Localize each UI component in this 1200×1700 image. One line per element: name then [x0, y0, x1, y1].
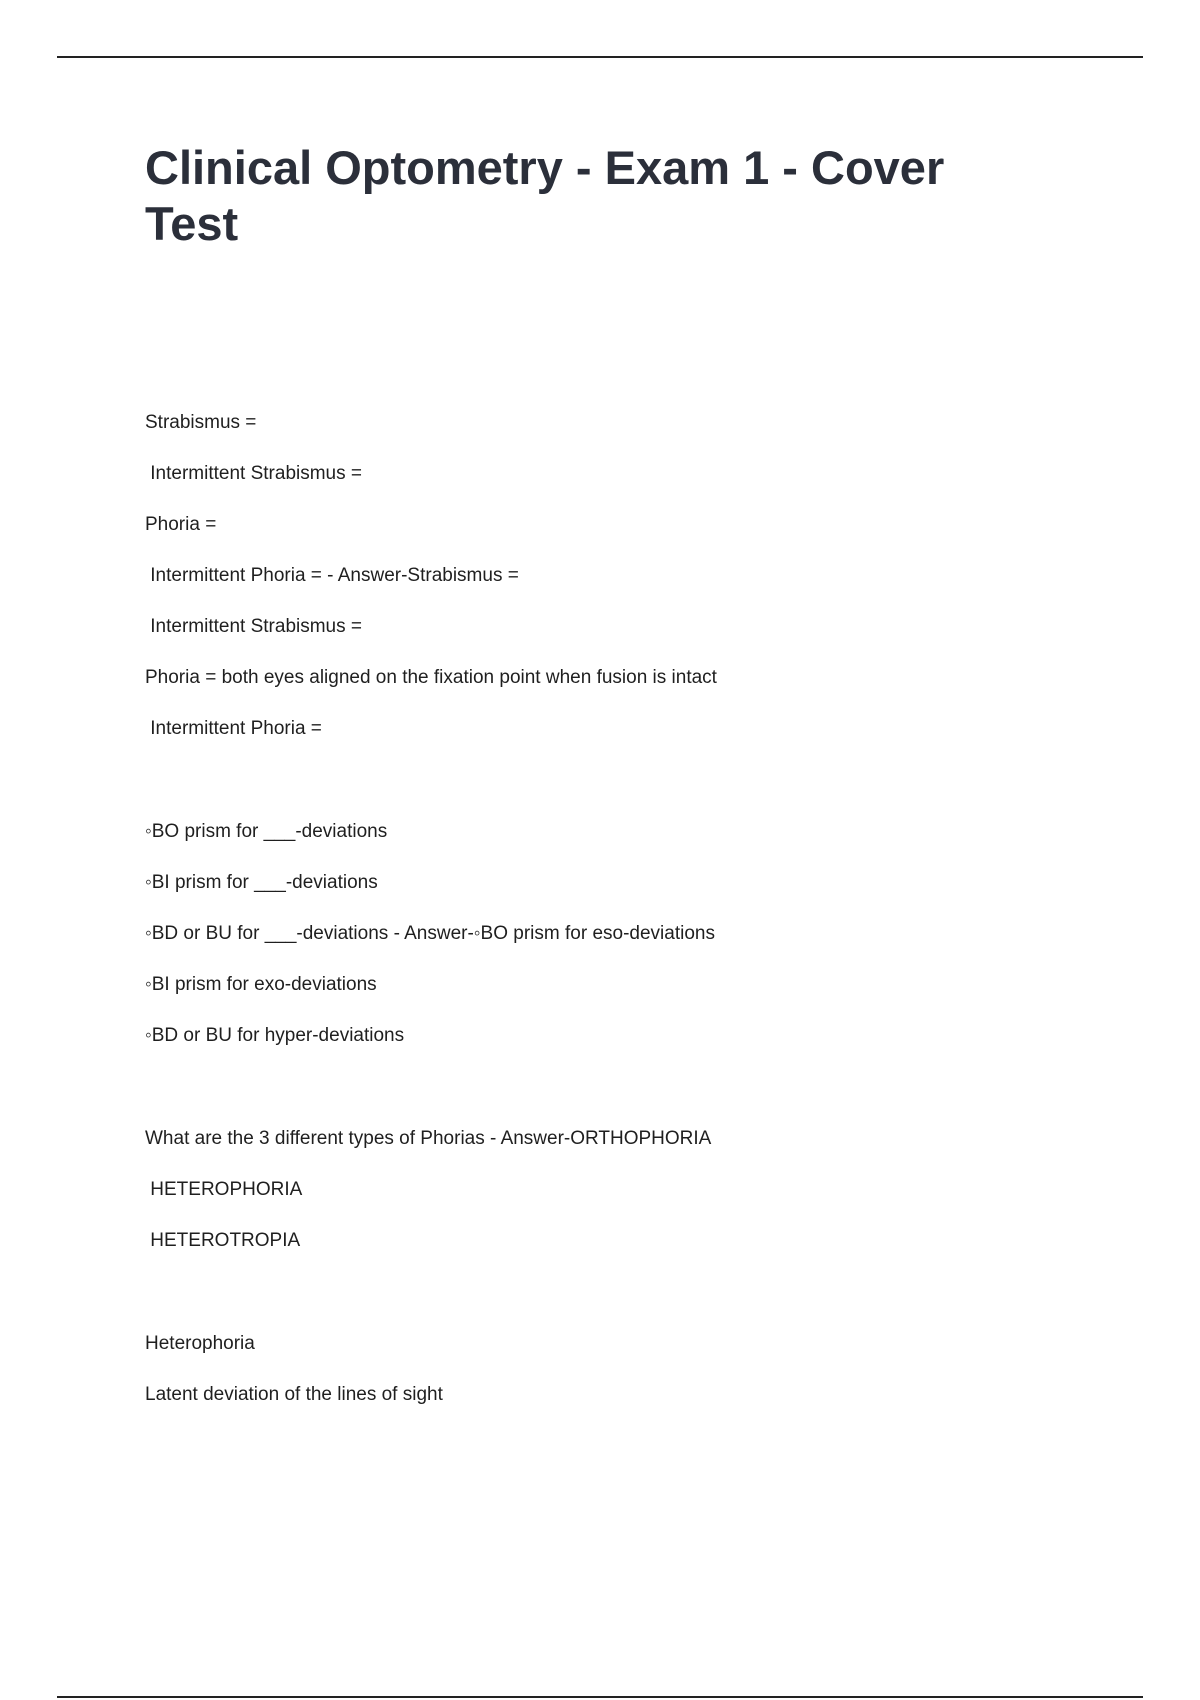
qa-block-3 — [145, 1113, 1045, 1266]
top-rule — [57, 56, 1143, 58]
text-line: ◦BO prism for ___-deviations — [145, 821, 388, 842]
block-spacer — [145, 754, 1045, 806]
text-line: ◦BI prism for ___-deviations — [145, 872, 378, 893]
text-line: ◦BD or BU for ___-deviations - Answer-◦BO prism for eso-deviations — [145, 923, 715, 944]
text-line: What are the 3 different types of Phorias - Answer-ORTHOPHORIA — [145, 1128, 712, 1149]
text-line: ◦BI prism for exo-deviations — [145, 974, 377, 995]
bottom-rule — [57, 1696, 1143, 1698]
block-spacer — [145, 1061, 1045, 1113]
document-title: Clinical Optometry - Exam 1 - Cover Test — [145, 141, 945, 250]
text-line: Strabismus = — [145, 412, 257, 433]
qa-block-4 — [145, 1318, 1045, 1420]
text-line: Latent deviation of the lines of sight — [145, 1384, 443, 1405]
text-line: Intermittent Phoria = - Answer-Strabismus = — [145, 565, 519, 586]
document-body — [145, 140, 1045, 1420]
qa-block-2 — [145, 806, 1045, 1061]
text-line: Intermittent Phoria = — [145, 718, 322, 739]
text-line: HETEROTROPIA — [145, 1230, 301, 1251]
text-line: HETEROPHORIA — [145, 1179, 303, 1200]
text-line: Intermittent Strabismus = — [145, 616, 362, 637]
block-spacer — [145, 1266, 1045, 1318]
text-line: ◦BD or BU for hyper-deviations — [145, 1025, 405, 1046]
text-line: Phoria = — [145, 514, 217, 535]
text-line: Heterophoria — [145, 1333, 255, 1354]
text-line: Phoria = both eyes aligned on the fixation point when fusion is intact — [145, 667, 717, 688]
text-line: Intermittent Strabismus = — [145, 463, 362, 484]
qa-block-1 — [145, 397, 1045, 754]
qa-content — [145, 397, 1045, 1420]
